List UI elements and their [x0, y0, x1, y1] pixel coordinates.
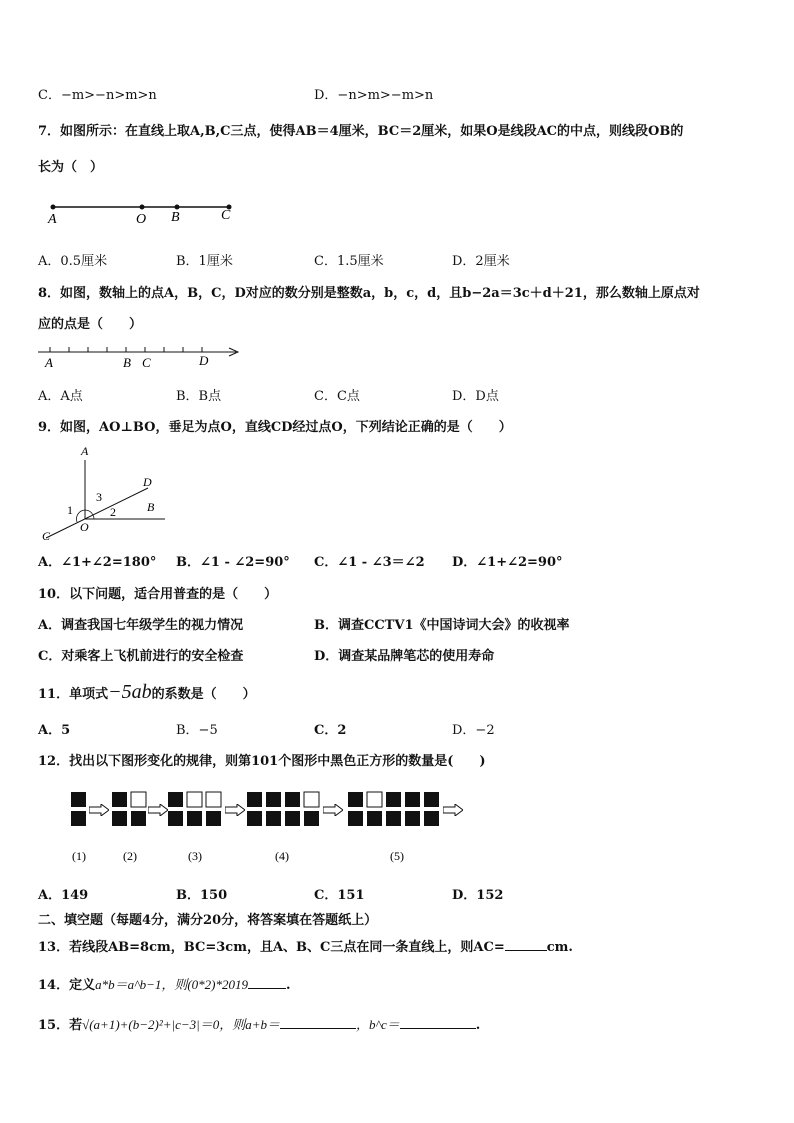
q10-option-b: B．调查CCTV1《中国诗词大会》的收视率 [314, 618, 570, 633]
q7-label-b: B [171, 210, 180, 225]
q11-option-d: D．−2 [452, 723, 495, 738]
q10-option-a: A．调查我国七年级学生的视力情况 [38, 618, 244, 633]
q8-label-d: D [199, 353, 209, 368]
section-2-heading: 二、填空题（每题4分，满分20分，将答案填在答题纸上） [38, 913, 378, 928]
q9-option-d: D．∠1+∠2=90° [452, 555, 563, 570]
q6-option-c: C．−m>−n>m>n [38, 88, 157, 103]
q12-figure-label-5: (5) [390, 849, 404, 863]
q8-option-c: C．C点 [314, 389, 360, 404]
q12-arrow-4 [323, 804, 343, 816]
q10-option-d: D．调查某品牌笔芯的使用寿命 [314, 649, 495, 664]
q9-label-o: O [80, 520, 89, 534]
q12-figure-1 [71, 792, 86, 826]
q7-option-d: D．2厘米 [452, 254, 510, 269]
q15-prefix: 15．若 [38, 1018, 83, 1033]
q8-label-b: B [123, 355, 131, 370]
q8-stem-line2: 应的点是（ ） [38, 317, 143, 332]
q14-answer-blank[interactable] [248, 976, 286, 989]
q13-answer-blank[interactable] [505, 938, 547, 951]
q11-prefix: 11．单项式 [38, 687, 109, 702]
q12-figure-label-4: (4) [275, 849, 289, 863]
q8-stem-line1: 8．如图，数轴上的点A，B，C，D对应的数分别是整数a，b，c，d，且b−2a＝3c＋d＋21，那么数轴上原点对 [38, 286, 700, 301]
q15-expression: √(a+1)+(b−2)²+|c−3|＝0，则a+b＝ [82, 1017, 280, 1032]
q8-option-b: B．B点 [176, 389, 222, 404]
q13-text: 13．若线段AB=8cm，BC=3cm，且A、B、C三点在同一条直线上，则AC= [38, 940, 505, 955]
q9-stem: 9．如图，AO⊥BO，垂足为点O，直线CD经过点O，下列结论正确的是（ ） [38, 420, 512, 435]
q7-label-a: A [48, 212, 57, 227]
q15-answer-blank-2[interactable] [400, 1016, 476, 1029]
q12-figure-label-3: (3) [188, 849, 202, 863]
q11-option-c: C．2 [314, 723, 347, 738]
q15-answer-blank-1[interactable] [280, 1016, 356, 1029]
q12-figure-4 [247, 792, 319, 826]
q6-option-d: D．−n>m>−m>n [314, 88, 434, 103]
q11-option-a: A．5 [38, 723, 71, 738]
q14-stem [38, 974, 291, 993]
q12-figure-label-1: (1) [72, 849, 86, 863]
q12-figure-2 [112, 792, 146, 826]
q15-mid: ，b^c＝ [356, 1017, 400, 1032]
q9-label-a: A [81, 444, 89, 458]
q8-option-d: D．D点 [452, 389, 499, 404]
q7-stem-line2: 长为（ ） [38, 160, 104, 175]
q11-suffix: 的系数是（ ） [151, 687, 256, 702]
q9-option-a: A．∠1+∠2=180° [38, 555, 157, 570]
q7-option-a: A．0.5厘米 [38, 254, 108, 269]
q11-option-b: B．−5 [176, 723, 218, 738]
q7-stem-line1: 7．如图所示：在直线上取A,B,C三点，使得AB＝4厘米，BC＝2厘米，如果O是线段AC的中点，则线段OB的 [38, 124, 684, 139]
q9-label-3: 3 [96, 490, 102, 504]
q14-definition: a*b＝a^b−1，则(0*2)*2019 [95, 977, 249, 992]
q13-stem [38, 936, 573, 955]
q12-figure-5 [348, 792, 439, 826]
q12-option-b: B．150 [176, 888, 228, 903]
q12-arrow-5 [443, 804, 463, 816]
q12-arrow-3 [225, 804, 245, 816]
q7-label-o: O [136, 212, 147, 227]
q7-option-b: B．1厘米 [176, 254, 233, 269]
q12-option-c: C．151 [314, 888, 365, 903]
q12-figure-label-2: (2) [123, 849, 137, 863]
q9-label-1: 1 [67, 503, 73, 517]
q12-figure-3 [168, 792, 221, 826]
q9-label-c: C [42, 529, 51, 543]
q8-label-c: C [142, 355, 151, 370]
q7-label-c: C [221, 208, 231, 223]
q12-stem: 12．找出以下图形变化的规律，则第101个图形中黑色正方形的数量是( ) [38, 754, 486, 769]
q13-suffix: cm. [546, 940, 573, 955]
q9-label-b: B [147, 500, 155, 514]
q14-suffix: . [286, 978, 291, 993]
q12-option-a: A．149 [38, 888, 89, 903]
q8-option-a: A．A点 [38, 389, 83, 404]
q12-option-d: D．152 [452, 888, 504, 903]
q15-suffix: . [475, 1018, 481, 1033]
q12-arrow-1 [89, 804, 109, 816]
q9-label-d: D [143, 475, 152, 489]
q11-expression: −5ab [108, 681, 152, 703]
q8-label-a: A [45, 355, 53, 370]
q9-option-b: B．∠1 - ∠2=90° [176, 555, 290, 570]
q10-option-c: C．对乘客上飞机前进行的安全检查 [38, 649, 244, 664]
q12-arrow-2 [148, 804, 168, 816]
q7-option-c: C．1.5厘米 [314, 254, 384, 269]
q10-stem: 10．以下问题，适合用普查的是（ ） [38, 587, 278, 602]
q14-prefix: 14．定义 [38, 978, 96, 993]
q9-option-c: C．∠1 - ∠3＝∠2 [314, 555, 425, 570]
q15-stem [38, 1014, 480, 1033]
q9-label-2: 2 [110, 505, 116, 519]
